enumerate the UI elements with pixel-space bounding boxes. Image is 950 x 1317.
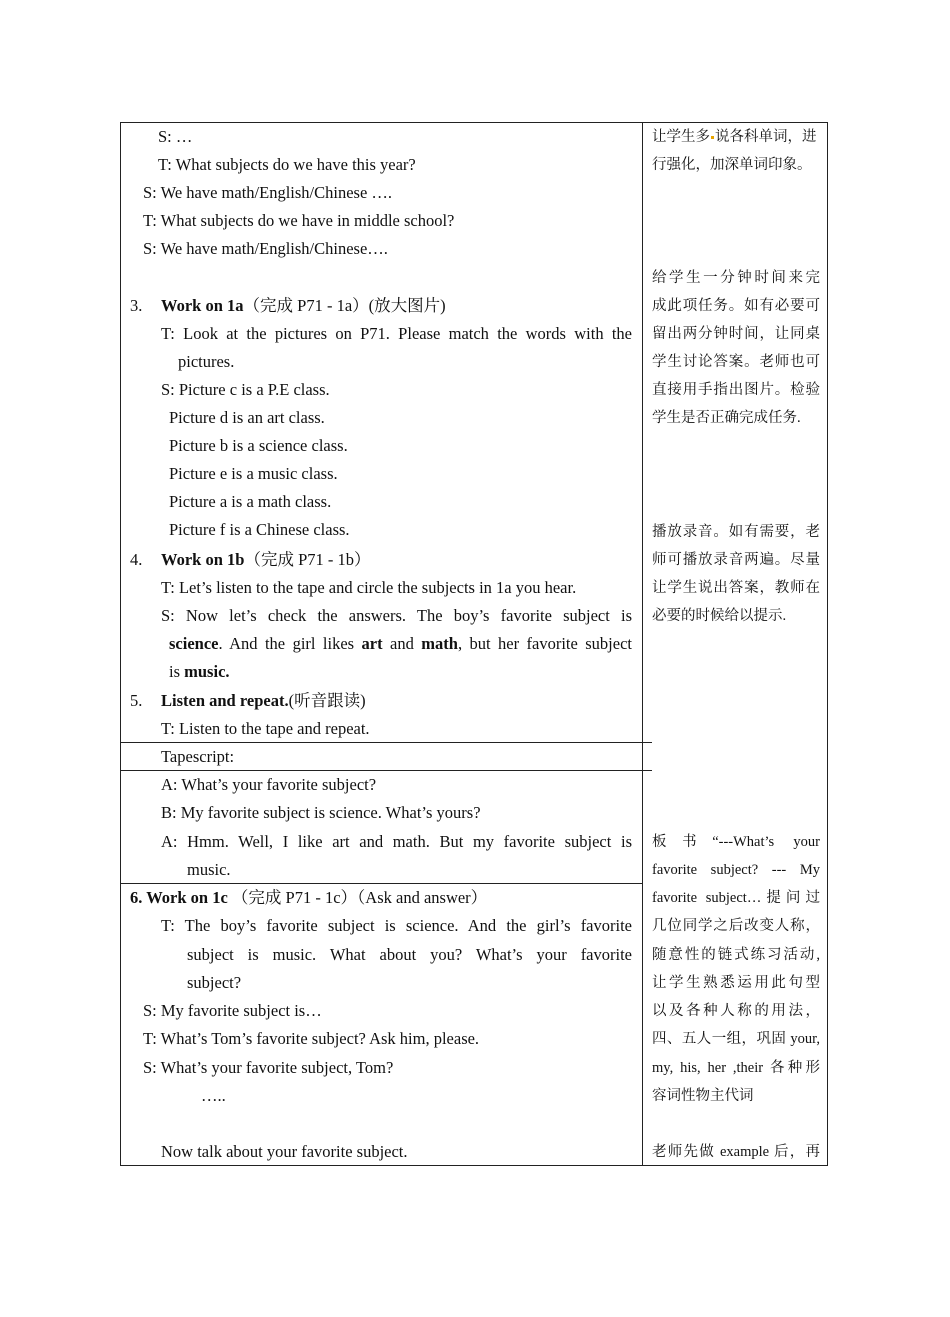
text-span: 说各科单词，进: [715, 129, 817, 145]
text-line: Picture d is an art class.: [169, 408, 325, 427]
text-line: [169, 658, 230, 686]
marker-dot: [711, 136, 714, 139]
step-note: （完成 P71 - 1a）(放大图片): [243, 296, 446, 315]
keyword: art: [361, 634, 383, 653]
text-line: Now talk about your favorite subject.: [161, 1142, 408, 1161]
text-line: A: What’s your favorite subject?: [161, 775, 377, 794]
note-line: 师可播放录音两遍。尽量: [652, 552, 820, 568]
note-line: [652, 123, 817, 151]
text-line: S: We have math/English/Chinese ….: [143, 183, 393, 202]
keyword: music.: [184, 662, 230, 681]
note-line: 播放录音。如有需要，老: [652, 524, 820, 540]
text-line: T: Look at the pictures on P71. Please match the words with the: [161, 324, 632, 343]
text-span: 让学生多: [652, 129, 710, 145]
text-line: S: We have math/English/Chinese….: [143, 239, 388, 258]
text-line: subject?: [187, 973, 242, 992]
keyword: math: [421, 634, 458, 653]
step-title: Work on 1b: [161, 550, 245, 569]
note-line: 随意性的链式练习活动,: [652, 947, 820, 963]
text-line: S: Now let’s check the answers. The boy’s favorite subject is: [161, 606, 632, 625]
note-line: 以及各种人称的用法，: [652, 1003, 820, 1019]
text-span: is: [169, 662, 185, 681]
keyword: science: [169, 634, 219, 653]
note-line: 给学生一分钟时间来完: [652, 270, 820, 286]
text-line: T: What subjects do we have this year?: [158, 155, 416, 174]
step-number: 5.: [130, 691, 143, 710]
text-line: [169, 630, 632, 658]
text-line: T: The boy’s favorite subject is science. And the girl’s favorite: [161, 916, 632, 935]
note-line: 板书“---What’s your: [652, 834, 820, 850]
step-6-heading: [130, 884, 487, 912]
step-note: (听音跟读): [288, 691, 366, 710]
text-line: Picture a is a math class.: [169, 492, 332, 511]
note-line: 学生是否正确完成任务.: [652, 410, 801, 426]
text-line: S: …: [158, 127, 193, 146]
column-divider: [642, 122, 643, 1166]
note-line: 几位同学之后改变人称，: [652, 918, 820, 934]
text-line: T: Listen to the tape and repeat.: [161, 719, 370, 738]
text-span: . And the girl likes: [218, 634, 362, 653]
step-title: Work on 1a: [161, 296, 244, 315]
note-line: 让学生说出答案，教师在: [652, 580, 820, 596]
text-line: Picture e is a music class.: [169, 464, 338, 483]
note-line: 成此项任务。如有必要可: [652, 298, 820, 314]
tapescript-label: Tapescript:: [161, 747, 235, 766]
text-line: Picture b is a science class.: [169, 436, 348, 455]
step-title: Listen and repeat.: [161, 691, 289, 710]
note-line: 让学生熟悉运用此句型: [652, 975, 820, 991]
step-note: （完成 P71 - 1c）（Ask and answer）: [227, 888, 488, 907]
note-line: 容词性物主代词: [652, 1088, 754, 1104]
step-number: 4.: [130, 550, 143, 569]
step-number: 3.: [130, 296, 143, 315]
text-line: …..: [201, 1086, 226, 1105]
note-line: 直接用手指出图片。检验: [652, 382, 820, 398]
note-line: favorite subject? --- My: [652, 862, 820, 878]
text-line: B: My favorite subject is science. What’s yours?: [161, 803, 481, 822]
note-line: my, his, her ,their 各种形: [652, 1060, 820, 1076]
text-line: T: What subjects do we have in middle school?: [143, 211, 455, 230]
text-line: music.: [187, 860, 231, 879]
note-line: 必要的时候给以提示.: [652, 608, 787, 624]
text-line: Picture f is a Chinese class.: [169, 520, 350, 539]
step-note: （完成 P71 - 1b）: [244, 550, 371, 569]
text-line: S: Picture c is a P.E class.: [161, 380, 330, 399]
note-line: 行强化，加深单词印象。: [652, 157, 812, 173]
note-line: 留出两分钟时间，让同桌: [652, 326, 820, 342]
text-line: S: My favorite subject is…: [143, 1001, 322, 1020]
step-title: 6. Work on 1c: [130, 888, 228, 907]
text-line: subject is music. What about you? What’s your favorite: [187, 945, 632, 964]
text-span: and: [382, 634, 422, 653]
note-line: 四、五人一组，巩固 your,: [652, 1031, 820, 1047]
text-line: A: Hmm. Well, I like art and math. But my favorite subject is: [161, 832, 632, 851]
text-line: T: Let’s listen to the tape and circle the subjects in 1a you hear.: [161, 578, 577, 597]
note-line: 学生讨论答案。老师也可: [652, 354, 820, 370]
text-line: T: What’s Tom’s favorite subject? Ask him, please.: [143, 1029, 480, 1048]
text-line: pictures.: [178, 352, 235, 371]
note-line: favorite subject…提问过: [652, 890, 820, 906]
note-line: 老师先做 example 后，再: [652, 1144, 820, 1160]
text-span: , but her favorite subject: [457, 634, 632, 653]
text-line: S: What’s your favorite subject, Tom?: [143, 1058, 394, 1077]
